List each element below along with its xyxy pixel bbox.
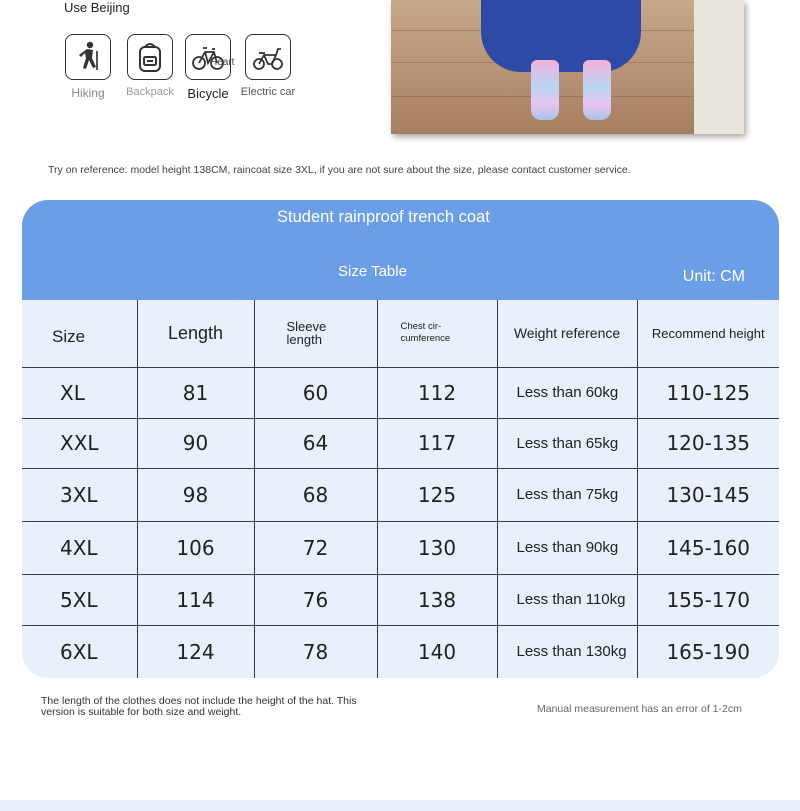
cell-chest: 125 — [377, 468, 497, 521]
header-length: Length — [137, 300, 254, 367]
cell-size: XL — [22, 367, 137, 418]
cell-length: 106 — [137, 521, 254, 574]
header-weight: Weight reference — [497, 300, 637, 367]
right-rain-boot — [583, 60, 611, 120]
header-size: Size — [22, 300, 137, 367]
cell-size: XXL — [22, 418, 137, 468]
cell-length: 90 — [137, 418, 254, 468]
card-subtitle: Size Table — [338, 263, 407, 280]
cell-length: 81 — [137, 367, 254, 418]
cell-height: 155-170 — [637, 574, 779, 625]
cell-size: 6XL — [22, 625, 137, 678]
cell-sleeve: 68 — [254, 468, 377, 521]
header-height: Recommend height — [637, 300, 779, 367]
cell-size: 5XL — [22, 574, 137, 625]
cell-weight: Less than 90kg — [497, 521, 637, 574]
cell-sleeve: 64 — [254, 418, 377, 468]
cell-chest: 117 — [377, 418, 497, 468]
card-title: Student rainproof trench coat — [277, 208, 490, 226]
header-sleeve-line2: length — [286, 332, 322, 348]
hat-length-note: The length of the clothes does not include the height of the hat. This version is suitable for both size and weight. — [41, 695, 357, 718]
header-chest-line2: cumference — [400, 333, 451, 345]
electric-scooter-icon — [245, 34, 291, 80]
usage-label-backpack: Backpack — [126, 86, 174, 98]
header-sleeve-line1: Sleeve — [286, 319, 327, 335]
try-on-reference-note: Try on reference: model height 138CM, raincoat size 3XL, if you are not sure about the size, please contact customer service. — [48, 164, 631, 176]
cell-sleeve: 76 — [254, 574, 377, 625]
table-row — [22, 574, 779, 625]
cell-chest: 130 — [377, 521, 497, 574]
left-rain-boot — [531, 60, 559, 120]
cell-size: 3XL — [22, 468, 137, 521]
cell-height: 110-125 — [637, 367, 779, 418]
table-row — [22, 625, 779, 678]
backpack-icon — [127, 34, 173, 80]
usage-item-hiking — [58, 34, 118, 100]
cell-size: 4XL — [22, 521, 137, 574]
cell-sleeve: 60 — [254, 367, 377, 418]
usage-item-backpack — [120, 34, 180, 98]
cell-chest: 138 — [377, 574, 497, 625]
cell-height: 145-160 — [637, 521, 779, 574]
size-table — [22, 300, 779, 678]
table-row — [22, 367, 779, 418]
card-unit: Unit: CM — [682, 268, 745, 285]
raincoat-hem — [481, 0, 641, 72]
cell-sleeve: 78 — [254, 625, 377, 678]
usage-label-electric-car: Electric car — [240, 86, 296, 98]
size-table-header — [22, 200, 779, 300]
table-row — [22, 468, 779, 521]
bottom-strip — [0, 800, 800, 811]
measurement-error-note: Manual measurement has an error of 1-2cm — [537, 703, 742, 715]
header-chest-line1: Chest cir- — [400, 321, 442, 333]
cell-height: 165-190 — [666, 639, 751, 664]
cell-length: 124 — [137, 625, 254, 678]
cell-chest: 112 — [377, 367, 497, 418]
cell-weight: Less than 75kg — [497, 468, 637, 521]
usage-label-hiking: Hiking — [71, 86, 105, 100]
cell-height: 120-135 — [637, 418, 779, 468]
hiking-icon — [65, 34, 111, 80]
cell-sleeve: 72 — [254, 521, 377, 574]
cell-height: 130-145 — [637, 468, 779, 521]
cell-chest: 140 — [377, 625, 497, 678]
usage-overlay-text: Heart — [210, 57, 235, 68]
header-chest — [377, 300, 497, 367]
table-row — [22, 521, 779, 574]
model-photo — [391, 0, 744, 134]
cell-length: 98 — [137, 468, 254, 521]
cell-weight: Less than 60kg — [497, 367, 637, 418]
usage-item-electric-car — [238, 34, 298, 98]
usage-icons-row — [62, 34, 312, 104]
cell-weight: Less than 130kg — [497, 625, 637, 678]
usage-heading: Use Beijing — [64, 0, 130, 15]
cell-length: 114 — [137, 574, 254, 625]
table-row — [22, 418, 779, 468]
header-sleeve-length — [254, 300, 377, 367]
usage-label-bicycle: Bicycle — [187, 86, 229, 101]
cell-weight: Less than 65kg — [497, 418, 637, 468]
size-table-card — [22, 200, 779, 678]
table-header-row — [22, 300, 779, 367]
cell-weight: Less than 110kg — [497, 574, 637, 625]
